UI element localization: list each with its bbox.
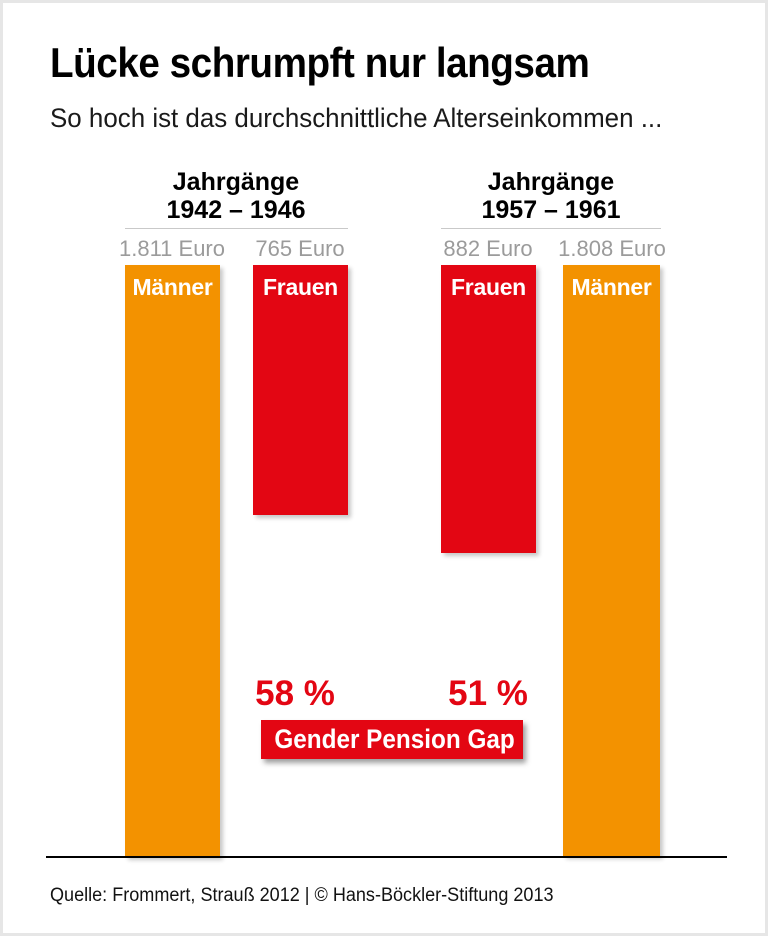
group-divider-rule — [125, 228, 348, 229]
group-header-line2: 1957 – 1961 — [481, 196, 621, 224]
bar-maenner-1942 — [125, 265, 220, 857]
bar-maenner-1957 — [563, 265, 660, 856]
group-header-1957-1961 — [431, 168, 671, 224]
group-header-1942-1946 — [116, 168, 356, 224]
group-header-line1: Jahrgänge — [487, 168, 615, 196]
euro-value-label: 1.808 Euro — [558, 236, 666, 261]
euro-value-label: 765 Euro — [255, 236, 345, 261]
bar-frauen-1942 — [253, 265, 348, 515]
bar-label: Männer — [132, 274, 213, 300]
axis-baseline — [46, 856, 727, 858]
group-header-line2: 1942 – 1946 — [166, 196, 306, 224]
euro-value-label: 1.811 Euro — [118, 236, 225, 261]
bar-frauen-1957 — [441, 265, 536, 553]
gender-pension-gap-banner — [261, 720, 523, 759]
page-subtitle: So hoch ist das durchschnittliche Alterseinkommen ... — [50, 103, 663, 133]
source-line: Quelle: Frommert, Strauß 2012 | © Hans-Böckler-Stiftung 2013 — [50, 885, 554, 906]
page-title: Lücke schrumpft nur langsam — [50, 39, 590, 86]
euro-value-label: 882 Euro — [443, 236, 533, 261]
bar-label: Frauen — [263, 274, 338, 300]
bar-label: Männer — [571, 274, 652, 300]
banner-label: Gender Pension Gap — [274, 724, 515, 754]
bar-label: Frauen — [451, 274, 526, 300]
gap-percent-1942: 58 % — [255, 674, 335, 713]
group-divider-rule — [441, 228, 661, 229]
gap-percent-1957: 51 % — [448, 674, 528, 713]
group-header-line1: Jahrgänge — [172, 168, 300, 196]
